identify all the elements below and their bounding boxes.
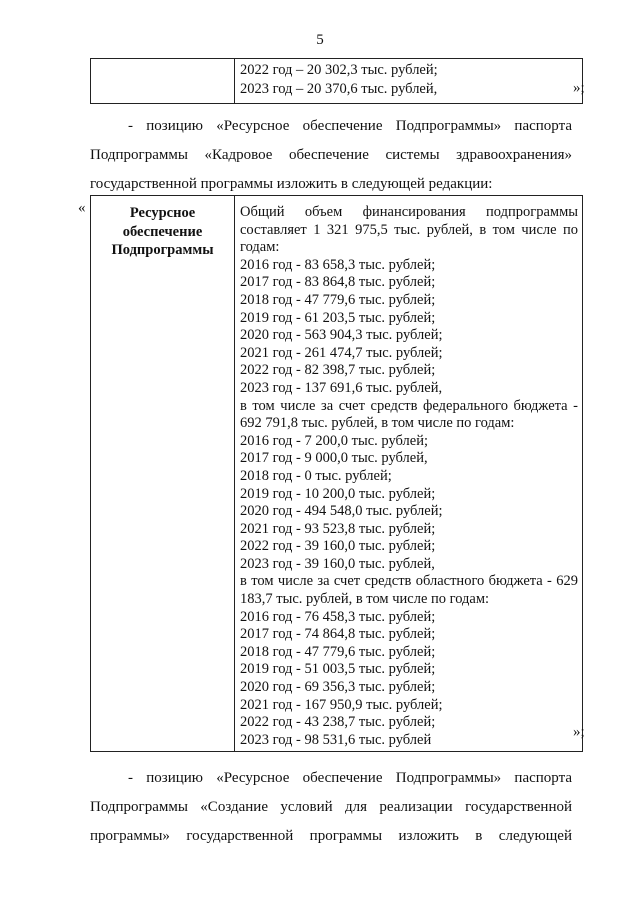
paragraph-line: государственной программы изложить в следующей редакции: <box>90 176 493 192</box>
regional-year-row: 2021 год - 167 950,9 тыс. рублей; <box>240 696 443 713</box>
resource-provision-table <box>90 195 583 752</box>
federal-budget-intro: в том числе за счет средств федерального бюджета - 692 791,8 тыс. рублей, в том числе по годам: <box>240 397 578 432</box>
top-table-right-cell <box>235 59 583 104</box>
top-resource-table <box>90 58 583 104</box>
federal-year-row: 2016 год - 7 200,0 тыс. рублей; <box>240 432 428 449</box>
paragraph-sozdanie-usloviy <box>90 764 572 851</box>
paragraph-line: программы» государственной программы изложить в следующей <box>90 828 572 844</box>
main-table-opening-mark: « <box>78 200 86 216</box>
total-year-row: 2018 год - 47 779,6 тыс. рублей; <box>240 291 436 308</box>
regional-year-row: 2022 год - 43 238,7 тыс. рублей; <box>240 714 436 731</box>
total-year-row: 2017 год - 83 864,8 тыс. рублей; <box>240 274 436 291</box>
total-year-row: 2021 год - 261 474,7 тыс. рублей; <box>240 344 443 361</box>
paragraph-kadrovoe <box>90 112 572 199</box>
federal-year-row: 2021 год - 93 523,8 тыс. рублей; <box>240 520 436 537</box>
main-table-closing-mark: »; <box>573 724 585 740</box>
federal-year-row: 2022 год - 39 160,0 тыс. рублей; <box>240 538 436 555</box>
paragraph-line: Подпрограммы «Кадровое обеспечение системы здравоохранения» <box>90 147 572 163</box>
financing-intro: Общий объем финансирования подпрограммы составляет 1 321 975,5 тыс. рублей, в том числе по годам: <box>240 204 578 256</box>
federal-year-row: 2017 год - 9 000,0 тыс. рублей, <box>240 450 428 467</box>
regional-year-row: 2023 год - 98 531,6 тыс. рублей <box>240 731 432 748</box>
resource-provision-label-cell <box>91 196 235 752</box>
federal-year-row: 2020 год - 494 548,0 тыс. рублей; <box>240 503 443 520</box>
paragraph-line: - позицию «Ресурсное обеспечение Подпрограммы» паспорта <box>128 118 572 134</box>
paragraph-line: - позицию «Ресурсное обеспечение Подпрограммы» паспорта <box>128 770 572 786</box>
total-year-row: 2022 год - 82 398,7 тыс. рублей; <box>240 362 436 379</box>
regional-budget-intro: в том числе за счет средств областного бюджета - 629 183,7 тыс. рублей, в том числе по годам: <box>240 573 578 608</box>
top-table-closing-mark: »; <box>573 80 585 96</box>
federal-year-row: 2019 год - 10 200,0 тыс. рублей; <box>240 485 436 502</box>
label-line: Ресурсное <box>129 205 196 221</box>
regional-year-row: 2016 год - 76 458,3 тыс. рублей; <box>240 608 436 625</box>
financing-details-cell <box>235 196 583 752</box>
total-year-row: 2016 год - 83 658,3 тыс. рублей; <box>240 256 436 273</box>
paragraph-line: Подпрограммы «Создание условий для реализации государственной <box>90 799 572 815</box>
regional-year-row: 2020 год - 69 356,3 тыс. рублей; <box>240 679 436 696</box>
federal-year-row: 2023 год - 39 160,0 тыс. рублей, <box>240 555 435 572</box>
total-year-row: 2023 год - 137 691,6 тыс. рублей, <box>240 379 443 396</box>
regional-year-row: 2017 год - 74 864,8 тыс. рублей; <box>240 626 436 643</box>
federal-year-row: 2018 год - 0 тыс. рублей; <box>240 467 392 484</box>
top-table-left-cell <box>91 59 235 104</box>
regional-year-row: 2018 год - 47 779,6 тыс. рублей; <box>240 643 436 660</box>
label-line: Подпрограммы <box>111 242 214 258</box>
top-table-line-2022: 2022 год – 20 302,3 тыс. рублей; <box>240 62 438 78</box>
total-year-row: 2019 год - 61 203,5 тыс. рублей; <box>240 309 436 326</box>
total-year-row: 2020 год - 563 904,3 тыс. рублей; <box>240 327 443 344</box>
page-number: 5 <box>316 32 324 48</box>
regional-year-row: 2019 год - 51 003,5 тыс. рублей; <box>240 661 436 678</box>
label-line: обеспечение <box>122 223 203 240</box>
top-table-line-2023: 2023 год – 20 370,6 тыс. рублей, <box>240 80 438 97</box>
